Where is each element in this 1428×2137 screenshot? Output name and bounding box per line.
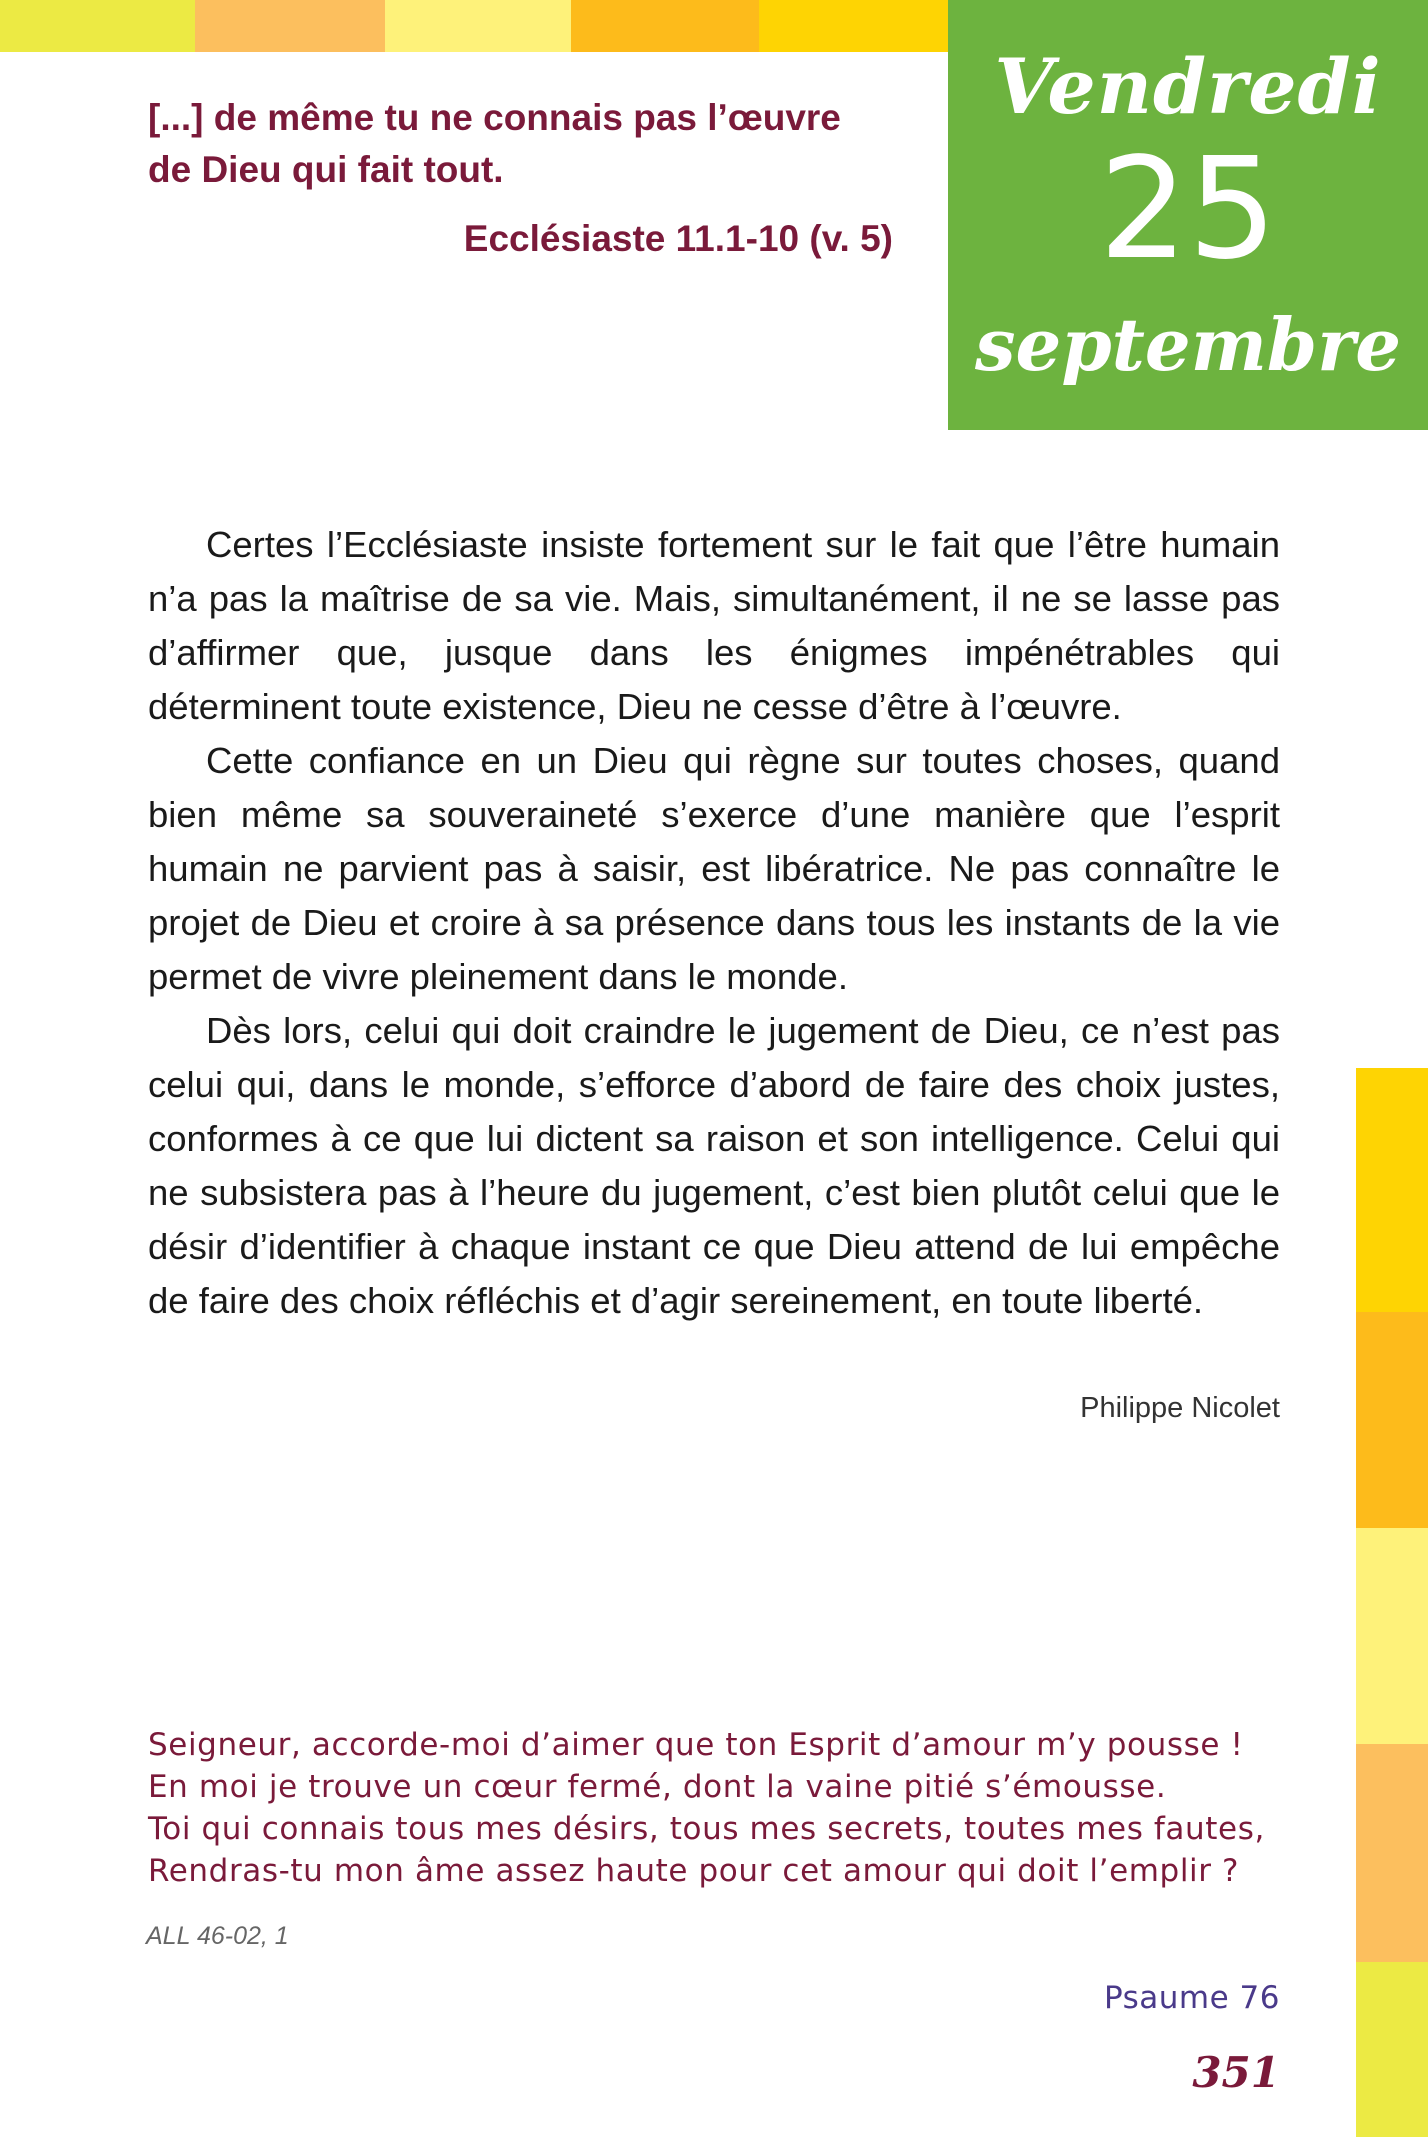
- top-color-strip: [0, 0, 948, 52]
- date-box: [948, 0, 1428, 430]
- color-segment: [0, 0, 195, 52]
- date-day: 25: [1098, 128, 1278, 291]
- date-month: septembre: [974, 302, 1402, 387]
- color-segment: [571, 0, 759, 52]
- side-color-tabs: [1356, 1068, 1428, 2137]
- author-name: Philippe Nicolet: [1080, 1392, 1280, 1424]
- prayer-line: Seigneur, accorde-moi d’aimer que ton Esprit d’amour m’y pousse !: [148, 1727, 1244, 1763]
- color-segment: [1356, 1312, 1428, 1528]
- prayer-line: En moi je trouve un cœur fermé, dont la vaine pitié s’émousse.: [148, 1769, 1167, 1805]
- bible-verse: [...] de même tu ne connais pas l’œuvre de Dieu qui fait tout.: [148, 97, 841, 190]
- page-number: 351: [1192, 2048, 1280, 2097]
- psalm-reference: Psaume 76: [1103, 1980, 1280, 2016]
- color-segment: [1356, 1068, 1428, 1312]
- color-segment: [759, 0, 948, 52]
- meditation-text: [148, 518, 1280, 1328]
- prayer-line: Rendras-tu mon âme assez haute pour cet amour qui doit l’emplir ?: [148, 1853, 1240, 1889]
- color-segment: [1356, 1528, 1428, 1744]
- meditation-paragraph: Dès lors, celui qui doit craindre le jugement de Dieu, ce n’est pas celui qui, dans le monde, s’efforce d’abord de faire des choix justes, conformes à ce que lui dictent sa raison et son intelligence. Celui qui ne subsistera pas à l’heure du jugement, c’est bien plutôt celui que le désir d’identifier à chaque instant ce que Dieu attend de lui empêche de faire des choix réfléchis et d’agir sereinement, en toute liberté.: [148, 1010, 1280, 1321]
- prayer-line: Toi qui connais tous mes désirs, tous mes secrets, toutes mes fautes,: [148, 1811, 1265, 1847]
- prayer-text: [148, 1724, 1298, 1892]
- date-weekday: Vendredi: [994, 42, 1382, 131]
- color-segment: [195, 0, 385, 52]
- meditation-paragraph: Cette confiance en un Dieu qui règne sur toutes choses, quand bien même sa souveraineté s’exerce d’une manière que l’esprit humain ne parvient pas à saisir, est libératrice. Ne pas connaître le projet de Dieu et croire à sa présence dans tous les instants de la vie permet de vivre pleinement dans le monde.: [148, 740, 1280, 997]
- color-segment: [1356, 1744, 1428, 1962]
- hymn-reference: ALL 46-02, 1: [146, 1922, 289, 1950]
- meditation-paragraph: Certes l’Ecclésiaste insiste fortement sur le fait que l’être humain n’a pas la maîtrise de sa vie. Mais, simultanément, il ne se lasse pas d’affirmer que, jusque dans les énigmes impénétrables qui déterminent toute existence, Dieu ne cesse d’être à l’œuvre.: [148, 524, 1280, 727]
- verse-reference: Ecclésiaste 11.1-10 (v. 5): [463, 218, 893, 259]
- color-segment: [1356, 1962, 1428, 2137]
- color-segment: [385, 0, 571, 52]
